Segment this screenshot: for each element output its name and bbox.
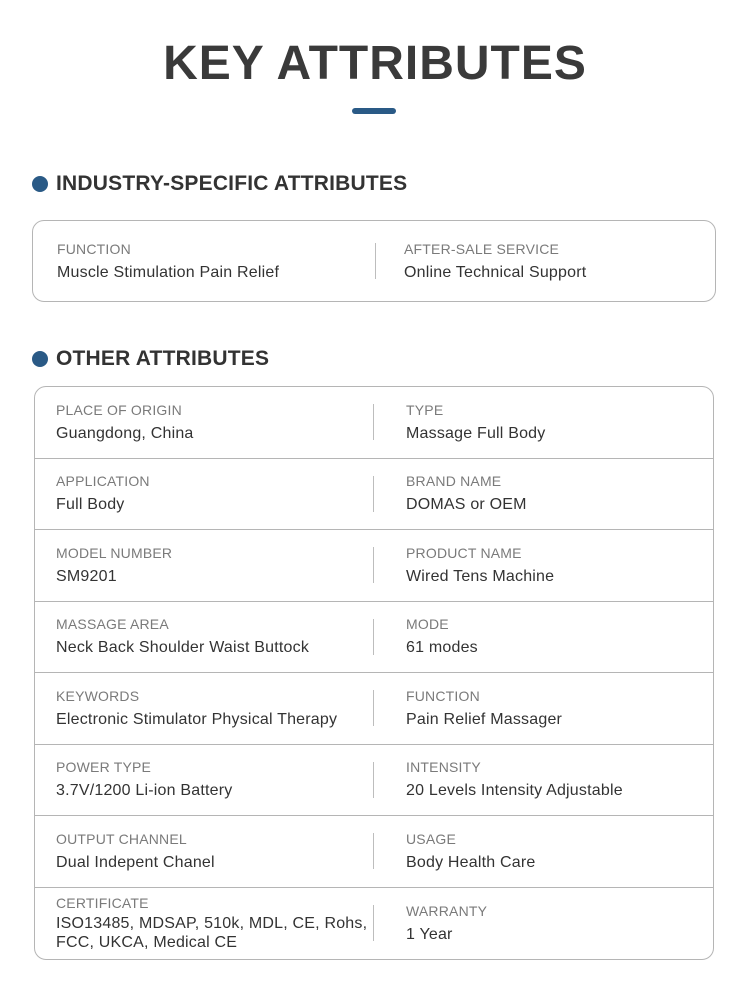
- attribute-row: [35, 459, 713, 531]
- bullet-dot-icon: [32, 176, 48, 192]
- attribute-cell-keywords: [56, 673, 376, 744]
- column-divider: [373, 905, 374, 941]
- attribute-cell-function: [406, 673, 706, 744]
- attribute-cell-mode: [406, 602, 706, 673]
- attribute-value: Full Body: [56, 496, 125, 514]
- attribute-label: PLACE OF ORIGIN: [56, 401, 182, 418]
- attribute-cell-model-number: [56, 530, 376, 601]
- attribute-row: [35, 530, 713, 602]
- attribute-label: WARRANTY: [406, 902, 488, 919]
- attribute-label: FUNCTION: [57, 240, 131, 257]
- attribute-label: MASSAGE AREA: [56, 616, 169, 633]
- attribute-cell-after-sale-service: [404, 221, 704, 301]
- column-divider: [373, 833, 374, 869]
- attribute-value: Wired Tens Machine: [406, 567, 555, 585]
- attribute-value: 3.7V/1200 Li-ion Battery: [56, 782, 233, 800]
- attribute-label: FUNCTION: [406, 687, 480, 704]
- attribute-value: Online Technical Support: [404, 263, 587, 281]
- attribute-label: POWER TYPE: [56, 759, 152, 776]
- attribute-label: BRAND NAME: [406, 473, 502, 490]
- title-underline: [352, 108, 396, 114]
- industry-attributes-box: [32, 220, 716, 302]
- attribute-cell-certificate: [56, 888, 376, 960]
- column-divider: [373, 476, 374, 512]
- attribute-cell-application: [56, 459, 376, 530]
- attribute-row: [35, 387, 713, 459]
- attribute-value: [56, 914, 376, 952]
- attribute-label: MODEL NUMBER: [56, 544, 173, 561]
- attribute-row: [33, 221, 715, 301]
- attribute-label: CERTIFICATE: [56, 895, 149, 912]
- attribute-label: KEYWORDS: [56, 687, 140, 704]
- attribute-value: Neck Back Shoulder Waist Buttock: [56, 639, 310, 657]
- attribute-value: Dual Indepent Chanel: [56, 853, 215, 871]
- attribute-cell-intensity: [406, 745, 706, 816]
- attribute-value: SM9201: [56, 567, 117, 585]
- attribute-value: DOMAS or OEM: [406, 496, 527, 514]
- attribute-cell-place-of-origin: [56, 387, 376, 458]
- column-divider: [373, 404, 374, 440]
- attribute-value: 20 Levels Intensity Adjustable: [406, 782, 623, 800]
- attribute-label: OUTPUT CHANNEL: [56, 830, 187, 847]
- column-divider: [373, 619, 374, 655]
- column-divider: [373, 547, 374, 583]
- page-title: KEY ATTRIBUTES: [163, 37, 587, 90]
- bullet-dot-icon: [32, 351, 48, 367]
- attribute-row: [35, 888, 713, 960]
- attribute-cell-output-channel: [56, 816, 376, 887]
- column-divider: [373, 690, 374, 726]
- attribute-value: Electronic Stimulator Physical Therapy: [56, 710, 338, 728]
- column-divider: [373, 762, 374, 798]
- attribute-cell-function: [57, 221, 373, 301]
- attribute-value: Massage Full Body: [406, 424, 546, 442]
- attribute-label: INTENSITY: [406, 759, 481, 776]
- attribute-value: 61 modes: [406, 639, 478, 657]
- attribute-value: Guangdong, China: [56, 424, 194, 442]
- attribute-label: MODE: [406, 616, 449, 633]
- other-section-heading: [32, 345, 269, 373]
- attribute-cell-brand-name: [406, 459, 706, 530]
- attribute-value-line: FCC, UKCA, Medical CE: [56, 934, 238, 952]
- attribute-label: USAGE: [406, 830, 457, 847]
- attribute-value: Body Health Care: [406, 853, 536, 871]
- attribute-label: TYPE: [406, 401, 444, 418]
- attribute-value: 1 Year: [406, 925, 453, 943]
- attribute-row: [35, 816, 713, 888]
- attribute-label: PRODUCT NAME: [406, 544, 522, 561]
- attribute-value: Pain Relief Massager: [406, 710, 563, 728]
- attribute-value-line: ISO13485, MDSAP, 510k, MDL, CE, Rohs,: [56, 915, 368, 933]
- attribute-cell-usage: [406, 816, 706, 887]
- attribute-cell-power-type: [56, 745, 376, 816]
- other-heading-text: OTHER ATTRIBUTES: [56, 347, 270, 370]
- attribute-value: Muscle Stimulation Pain Relief: [57, 263, 280, 281]
- attribute-cell-type: [406, 387, 706, 458]
- attribute-cell-product-name: [406, 530, 706, 601]
- attribute-cell-warranty: [406, 888, 706, 960]
- industry-heading-text: INDUSTRY-SPECIFIC ATTRIBUTES: [56, 172, 408, 195]
- other-attributes-box: [34, 386, 714, 960]
- column-divider: [375, 243, 376, 279]
- attribute-row: [35, 602, 713, 674]
- attribute-row: [35, 745, 713, 817]
- attribute-cell-massage-area: [56, 602, 376, 673]
- attribute-label: AFTER-SALE SERVICE: [404, 240, 560, 257]
- industry-section-heading: [32, 170, 407, 198]
- attribute-row: [35, 673, 713, 745]
- attribute-label: APPLICATION: [56, 473, 150, 490]
